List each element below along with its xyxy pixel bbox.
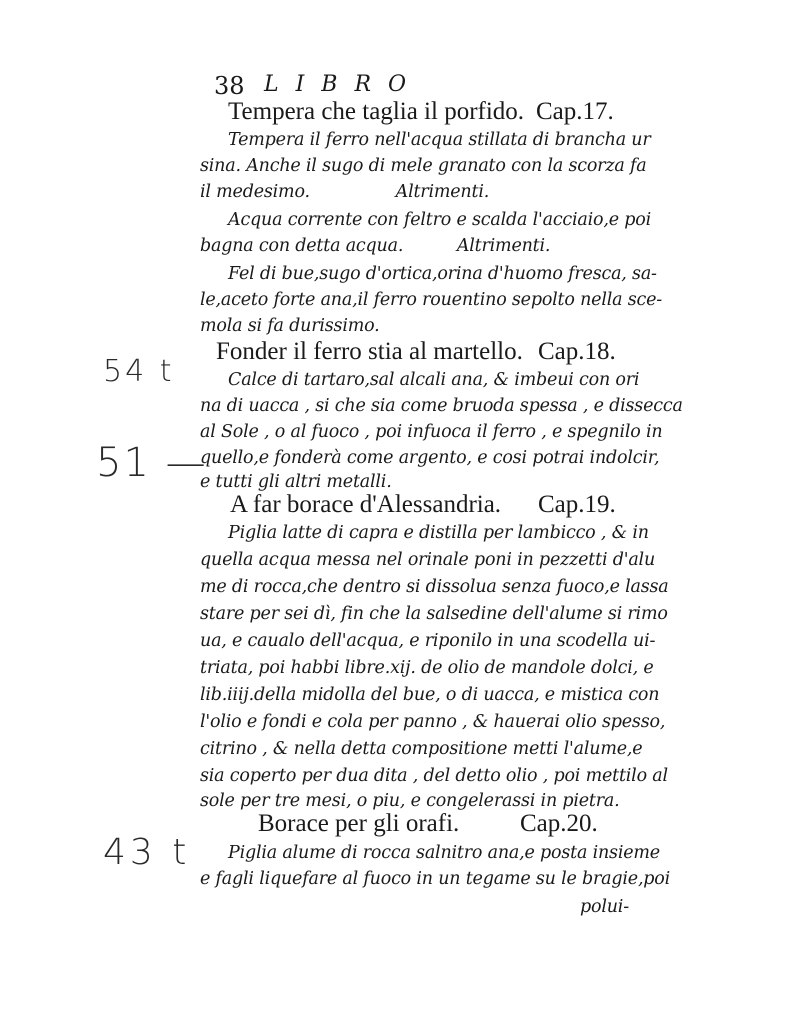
page-header [214,72,534,100]
text-line: me di rocca,che dentro si dissolua senza fuoco,e lassa [200,577,669,597]
chapter-number: Cap.18. [538,338,616,365]
text-line: sole per tre mesi, o piu, e congelerassi in pietra. [200,791,620,811]
text-line: bagna con detta acqua. Altrimenti. [200,236,551,256]
text-line: quella acqua messa nel orinale poni in pezzetti d'alu [200,550,656,570]
chapter-heading [258,810,638,838]
text-line: Acqua corrente con feltro e scalda l'acciaio,e poi [228,210,652,230]
margin-note: 54 t [103,354,175,389]
text-line: sina. Anche il sugo di mele granato con la scorza fa [200,156,647,176]
text-line: le,aceto forte ana,il ferro rouentino sepolto nella sce- [200,290,662,310]
text-line: lib.iiij.della midolla del bue, o di uacca, e mistica con [200,685,660,705]
text-line: mola si fa durissimo. [200,316,380,336]
chapter-title: Borace per gli orafi. [258,810,460,837]
chapter-number: Cap.17. [536,98,614,125]
text-line: Calce di tartaro,sal alcali ana, & imbeui con ori [228,370,640,390]
text-line: triata, poi habbi libre.xij. de olio de mandole dolci, e [200,658,654,678]
margin-note: 43 t [103,832,191,873]
chapter-title: A far borace d'Alessandria. [230,491,502,518]
text-line: na di uacca , si che sia come bruoda spessa , e dissecca [200,396,683,416]
text-line: sia coperto per dua dita , del detto olio , poi mettilo al [200,766,668,786]
chapter-number: Cap.20. [520,810,598,837]
chapter-heading [228,98,628,126]
page-number: 38 [214,72,245,100]
text-line: citrino , & nella detta compositione metti l'alume,e [200,739,643,759]
chapter-title: Fonder il ferro stia al martello. [216,338,523,365]
text-line: ua, e caualo dell'acqua, e riponilo in una scodella ui- [200,631,656,651]
chapter-heading [216,338,636,366]
text-line: stare per sei dì, fin che la salsedine dell'alume si rimo [200,604,668,624]
text-line: Piglia alume di rocca salnitro ana,e posta insieme [228,843,660,863]
text-line: e tutti gli altri metalli. [200,472,392,492]
text-line: quello,e fonderà come argento, e cosi potrai indolcir, [200,448,660,468]
chapter-title: Tempera che taglia il porfido. [228,98,525,125]
text-line: l'olio e fondi e cola per panno , & hauerai olio spesso, [200,712,666,732]
chapter-number: Cap.19. [538,491,616,518]
catchword: polui- [580,897,629,917]
running-title: LIBRO [264,72,424,97]
text-line: e fagli liquefare al fuoco in un tegame su le bragie,poi [200,869,671,889]
text-line: Fel di bue,sugo d'ortica,orina d'huomo fresca, sa- [228,264,657,284]
text-line: Tempera il ferro nell'acqua stillata di brancha ur [228,130,651,150]
text-line: al Sole , o al fuoco , poi infuoca il ferro , e spegnilo in [200,422,663,442]
text-line: Piglia latte di capra e distilla per lambicco , & in [228,523,649,543]
margin-note: 51 — [96,440,208,486]
text-line: il medesimo. Altrimenti. [200,182,490,202]
chapter-heading [230,491,630,519]
